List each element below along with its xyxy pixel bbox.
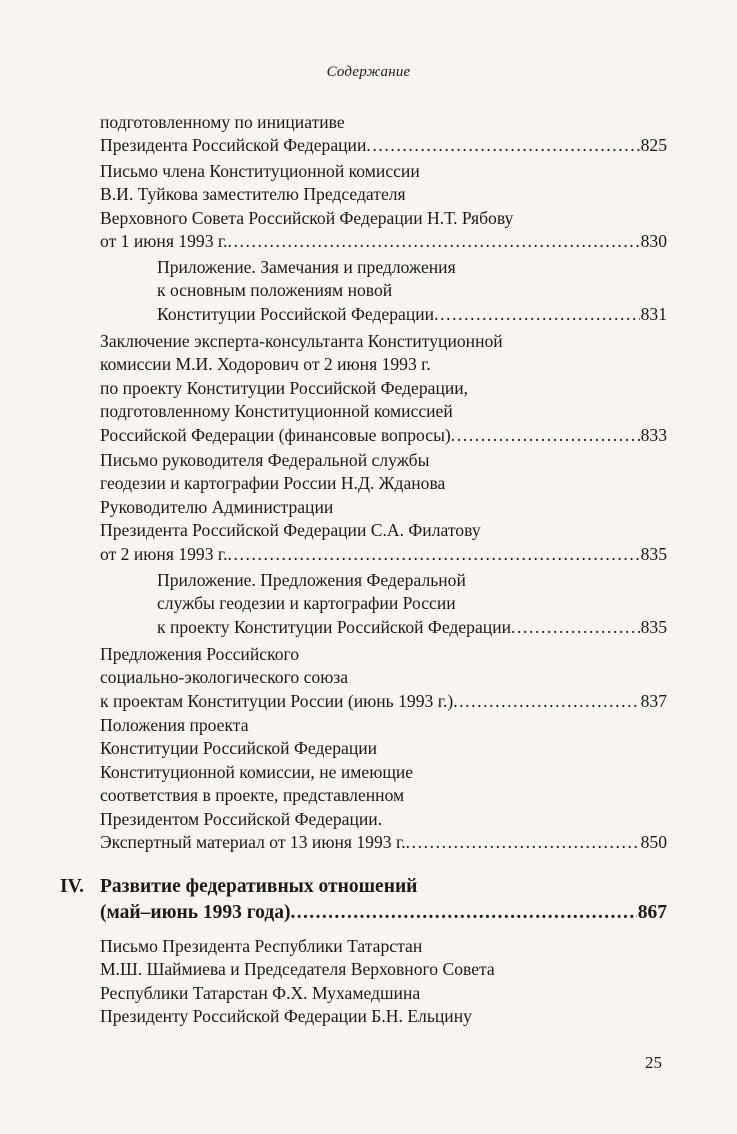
page-number: 831 bbox=[640, 303, 667, 324]
toc-entry-line: В.И. Туйкова заместителю Председателя bbox=[100, 184, 406, 205]
section-title-line: Развитие федеративных отношений bbox=[100, 876, 418, 897]
toc-entry-line: Президента Российской Федерации С.А. Филатову bbox=[100, 520, 481, 541]
toc-entry-line: от 2 июня 1993 г. bbox=[100, 543, 228, 564]
dot-leader bbox=[228, 543, 640, 566]
page-number: 833 bbox=[640, 424, 667, 445]
toc-entry-line: Заключение эксперта-консультанта Конституционной bbox=[100, 331, 503, 351]
toc-subentry bbox=[157, 256, 667, 326]
dot-leader bbox=[511, 616, 640, 639]
page-number: 830 bbox=[640, 231, 667, 252]
toc-entry-line: Приложение. Замечания и предложения bbox=[157, 257, 456, 277]
toc-entry-line: геодезии и картографии России Н.Д. Жданова bbox=[100, 473, 446, 494]
toc-entry-line: Российской Федерации (финансовые вопросы) bbox=[100, 424, 451, 445]
toc-entry bbox=[100, 111, 667, 158]
toc-entry-line: Президента Российской Федерации bbox=[100, 135, 367, 156]
toc-entry-leader-line bbox=[100, 230, 667, 253]
dot-leader bbox=[451, 424, 640, 447]
toc-entry-line: Конституционной комиссии, не имеющие bbox=[100, 761, 414, 782]
page-number: 837 bbox=[640, 690, 667, 711]
toc-entry-line: Конституции Российской Федерации bbox=[157, 303, 435, 324]
dot-leader bbox=[366, 134, 639, 157]
toc-entry-line: Письмо члена Конституционной комиссии bbox=[100, 161, 420, 181]
toc-entry bbox=[100, 643, 667, 713]
toc-entry bbox=[100, 935, 667, 1029]
toc-entry-line: комиссии М.И. Ходорович от 2 июня 1993 г. bbox=[100, 354, 431, 375]
section-title-line: (май–июнь 1993 года) bbox=[100, 902, 291, 923]
page-number: 835 bbox=[640, 543, 667, 564]
toc-entry-line: Экспертный материал от 13 июня 1993 г. bbox=[100, 832, 406, 853]
toc-entry-line: Президентом Российской Федерации. bbox=[100, 808, 383, 829]
toc-entry-line: социально-экологического союза bbox=[100, 667, 349, 688]
toc-entry-leader-line bbox=[100, 543, 667, 566]
toc-entry bbox=[100, 449, 667, 566]
toc-entry-line: Верховного Совета Российской Федерации Н.Т. Рябову bbox=[100, 207, 514, 228]
toc-entry-line: подготовленному Конституционной комиссией bbox=[100, 401, 453, 422]
toc-entry-line: от 1 июня 1993 г. bbox=[100, 231, 228, 252]
running-head: Содержание bbox=[326, 64, 411, 80]
toc-entry-line: соответствия в проекте, представленном bbox=[100, 785, 405, 806]
section-title bbox=[100, 874, 667, 926]
toc-entry-line: Приложение. Предложения Федеральной bbox=[157, 570, 466, 590]
toc-entry-line: Положения проекта bbox=[100, 715, 249, 735]
page-number: 835 bbox=[640, 616, 667, 637]
page-number: 850 bbox=[640, 832, 667, 853]
dot-leader bbox=[406, 831, 640, 854]
toc-entry-leader-line bbox=[100, 690, 667, 713]
toc-entry-line: Письмо Президента Республики Татарстан bbox=[100, 936, 423, 956]
dot-leader bbox=[453, 690, 639, 713]
toc-entry bbox=[100, 714, 667, 854]
toc-entry-line: Предложения Российского bbox=[100, 644, 300, 664]
toc-entry bbox=[100, 160, 667, 254]
dot-leader bbox=[434, 303, 640, 326]
toc-entry-line: по проекту Конституции Российской Федерации, bbox=[100, 377, 469, 398]
toc-entry-leader-line bbox=[100, 831, 667, 854]
section-number: IV. bbox=[60, 876, 85, 897]
toc-entry-line: к проекту Конституции Российской Федерации bbox=[157, 616, 512, 637]
toc-entry-line: службы геодезии и картографии России bbox=[157, 593, 456, 614]
toc-entry-leader-line bbox=[100, 424, 667, 447]
page-folio: 25 bbox=[645, 1053, 662, 1072]
toc-entry-line: подготовленному по инициативе bbox=[100, 112, 345, 132]
toc-entry-leader-line bbox=[157, 616, 667, 639]
toc-entry-leader-line bbox=[157, 303, 667, 326]
toc-entry-leader-line bbox=[100, 134, 667, 157]
toc-subentry bbox=[157, 569, 667, 639]
toc-entry-line: М.Ш. Шаймиева и Председателя Верховного Совета bbox=[100, 959, 495, 980]
toc-entry-line: к проектам Конституции России (июнь 1993 г.) bbox=[100, 690, 454, 711]
toc-entry-line: Письмо руководителя Федеральной службы bbox=[100, 450, 430, 470]
dot-leader bbox=[290, 900, 636, 926]
section-page-number: 867 bbox=[637, 902, 667, 923]
toc-entry bbox=[100, 330, 667, 447]
dot-leader bbox=[228, 230, 640, 253]
toc-entry-line: Руководителю Администрации bbox=[100, 496, 334, 517]
page-number: 825 bbox=[640, 135, 667, 156]
toc-entry-line: к основным положениям новой bbox=[157, 280, 393, 301]
section-leader-line bbox=[100, 900, 667, 926]
toc-entry-line: Конституции Российской Федерации bbox=[100, 738, 378, 759]
toc-entry-line: Республики Татарстан Ф.Х. Мухамедшина bbox=[100, 982, 421, 1003]
toc-entry-line: Президенту Российской Федерации Б.Н. Ельцину bbox=[100, 1006, 472, 1027]
